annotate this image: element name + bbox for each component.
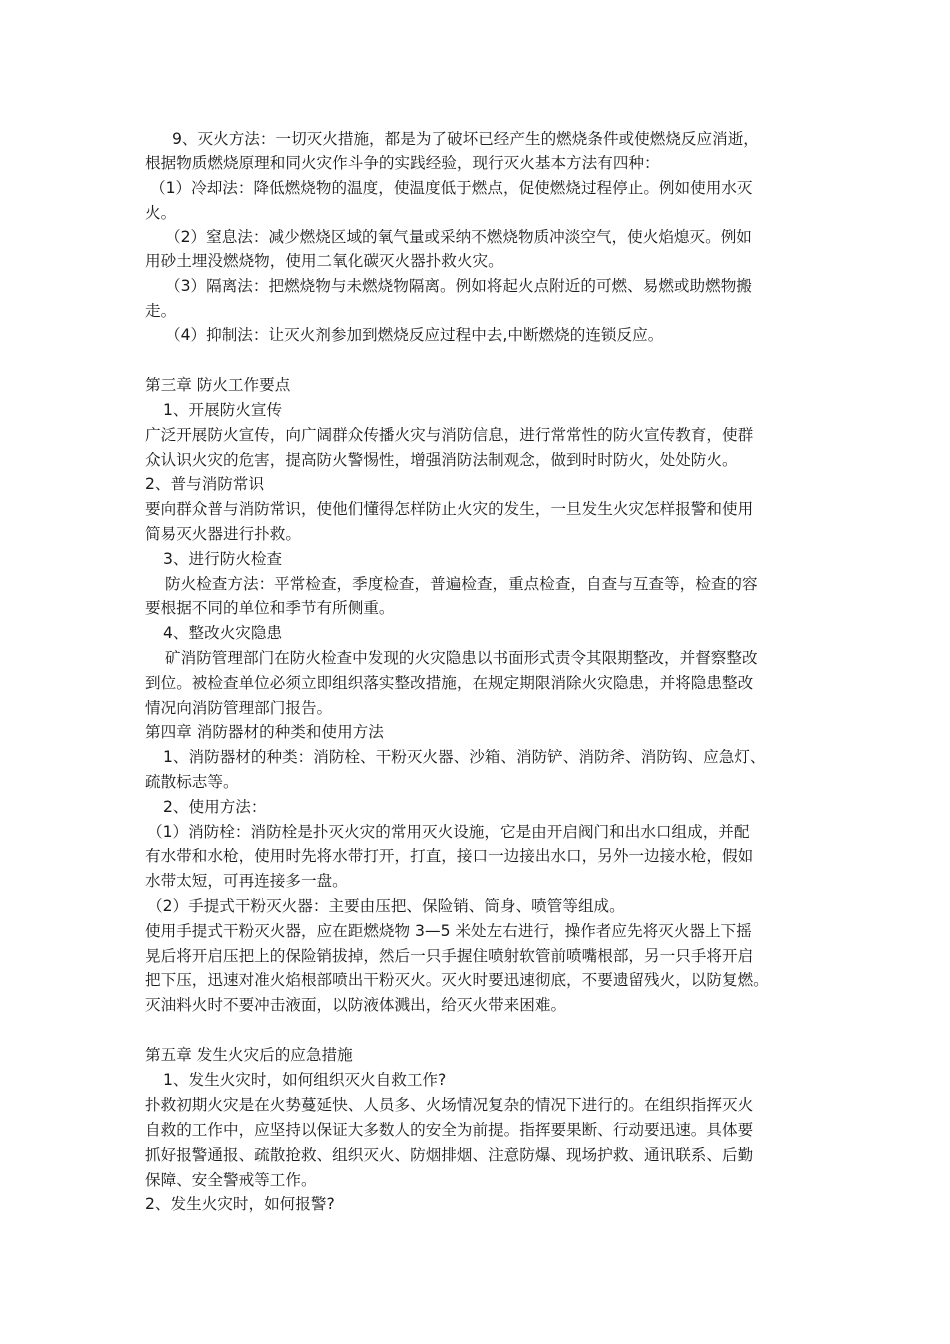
text-line: 保障、安全警戒等工作。 bbox=[145, 1171, 317, 1189]
text-line: 情况向消防管理部门报告。 bbox=[145, 699, 333, 717]
text-line: 要向群众普与消防常识，使他们懂得怎样防止火灾的发生，一旦发生火灾怎样报警和使用 bbox=[145, 500, 754, 518]
text-line: 有水带和水枪，使用时先将水带打开，打直，接口一边接出水口，另外一边接水枪，假如 bbox=[145, 847, 754, 865]
text-line: 要根据不同的单位和季节有所侧重。 bbox=[145, 599, 395, 617]
text-line: （2）窒息法：减少燃烧区域的氧气量或采纳不燃烧物质冲淡空气，使火焰熄灭。例如 bbox=[165, 228, 752, 246]
text-line: 众认识火灾的危害，提高防火警惕性，增强消防法制观念，做到时时防火，处处防火。 bbox=[145, 451, 738, 469]
section-heading: 2、发生火灾时，如何报警? bbox=[145, 1195, 335, 1213]
text-line: 矿消防管理部门在防火检查中发现的火灾隐患以书面形式责令其限期整改，并督察整改 bbox=[165, 649, 758, 667]
text-line: 疏散标志等。 bbox=[145, 773, 239, 791]
text-line: 灭油料火时不要冲击液面，以防液体溅出，给灭火带来困难。 bbox=[145, 996, 567, 1014]
text-line: 根据物质燃烧原理和同火灾作斗争的实践经验，现行灭火基本方法有四种： bbox=[145, 154, 660, 172]
section-heading: 1、发生火灾时，如何组织灭火自救工作? bbox=[163, 1071, 447, 1089]
text-line: 1、消防器材的种类：消防栓、干粉灭火器、沙箱、消防铲、消防斧、消防钩、应急灯、 bbox=[163, 748, 766, 766]
text-line: 使用手提式干粉灭火器，应在距燃烧物 3—5 米处左右进行，操作者应先将灭火器上下摇 bbox=[145, 922, 752, 940]
text-line: 简易灭火器进行扑救。 bbox=[145, 525, 301, 543]
text-line: （2）手提式干粉灭火器：主要由压把、保险销、筒身、喷管等组成。 bbox=[147, 897, 625, 915]
text-line: 走。 bbox=[145, 302, 177, 320]
text-line: 把下压，迅速对准火焰根部喷出干粉灭火。灭火时要迅速彻底，不要遗留残火，以防复燃。 bbox=[145, 971, 769, 989]
text-line: （3）隔离法：把燃烧物与未燃烧物隔离。例如将起火点附近的可燃、易燃或助燃物搬 bbox=[165, 277, 752, 295]
section-heading: 1、开展防火宣传 bbox=[163, 401, 283, 419]
section-heading: 4、整改火灾隐患 bbox=[163, 624, 283, 642]
text-line: 到位。被检查单位必须立即组织落实整改措施，在规定期限消除火灾隐患，并将隐患整改 bbox=[145, 674, 754, 692]
section-heading: 2、普与消防常识 bbox=[145, 475, 265, 493]
text-line: （1）冷却法：降低燃烧物的温度，使温度低于燃点，促使燃烧过程停止。例如使用水灭 bbox=[150, 179, 753, 197]
section-heading: 3、进行防火检查 bbox=[163, 550, 283, 568]
text-line: 广泛开展防火宣传，向广阔群众传播火灾与消防信息，进行常常性的防火宣传教育，使群 bbox=[145, 426, 754, 444]
chapter-heading: 第三章 防火工作要点 bbox=[145, 376, 291, 394]
text-line: 抓好报警通报、疏散抢救、组织灭火、防烟排烟、注意防爆、现场护救、通讯联系、后勤 bbox=[145, 1146, 754, 1164]
section-heading: 2、使用方法： bbox=[163, 798, 267, 816]
text-line: 9、灭火方法：一切灭火措施，都是为了破坏已经产生的燃烧条件或使燃烧反应消逝， bbox=[172, 130, 759, 148]
chapter-heading: 第四章 消防器材的种类和使用方法 bbox=[145, 723, 384, 741]
chapter-heading: 第五章 发生火灾后的应急措施 bbox=[145, 1046, 353, 1064]
text-line: 防火检查方法：平常检查，季度检查，普遍检查，重点检查，自查与互查等，检查的容 bbox=[165, 575, 758, 593]
text-line: （4）抑制法：让灭火剂参加到燃烧反应过程中去,中断燃烧的连锁反应。 bbox=[165, 326, 664, 344]
text-line: （1）消防栓：消防栓是扑灭火灾的常用灭火设施，它是由开启阀门和出水口组成，并配 bbox=[147, 823, 750, 841]
text-line: 晃后将开启压把上的保险销拔掉，然后一只手握住喷射软管前喷嘴根部，另一只手将开启 bbox=[145, 947, 754, 965]
text-line: 扑救初期火灾是在火势蔓延快、人员多、火场情况复杂的情况下进行的。在组织指挥灭火 bbox=[145, 1096, 754, 1114]
text-line: 水带太短，可再连接多一盘。 bbox=[145, 872, 348, 890]
text-line: 自救的工作中，应坚持以保证大多数人的安全为前提。指挥要果断、行动要迅速。具体要 bbox=[145, 1121, 754, 1139]
text-line: 用砂土埋没燃烧物，使用二氧化碳灭火器扑救火灾。 bbox=[145, 252, 504, 270]
text-line: 火。 bbox=[145, 204, 177, 222]
